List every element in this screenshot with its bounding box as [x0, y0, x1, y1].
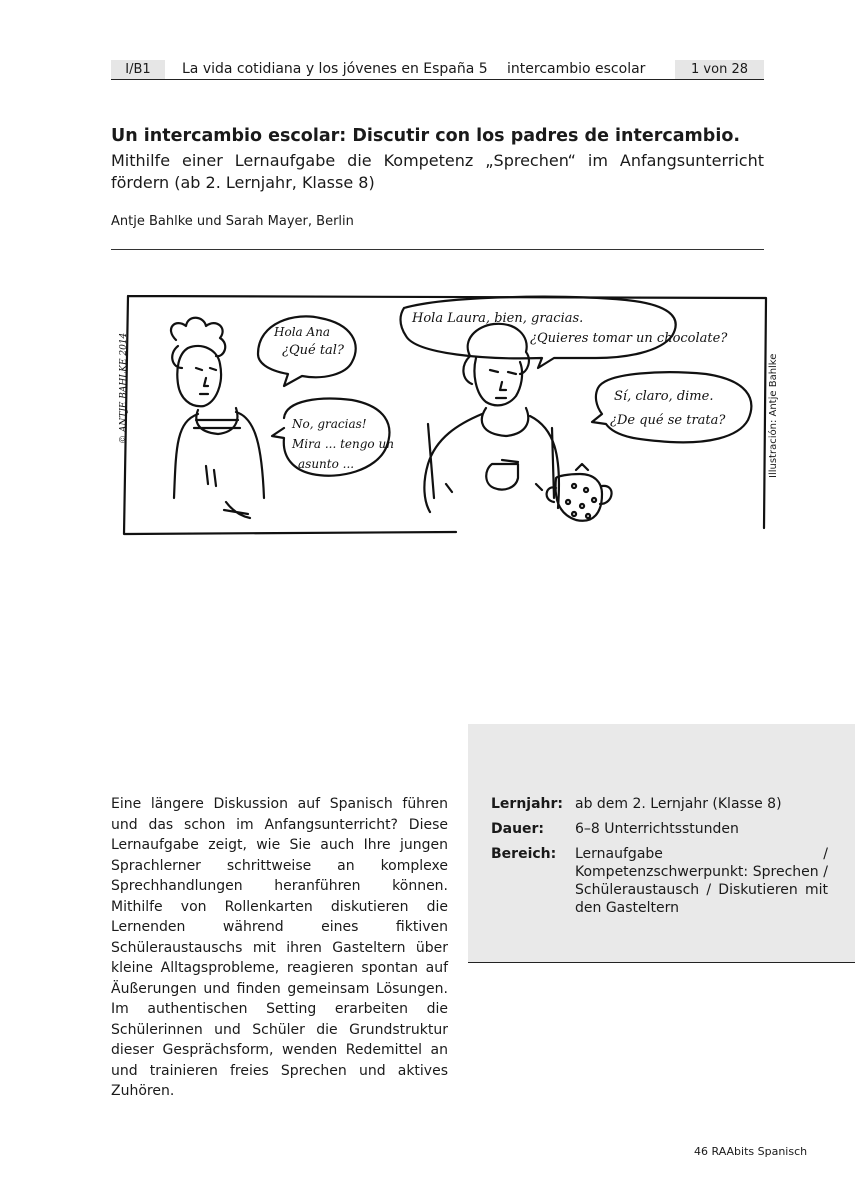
info-label-bereich: Bereich:	[491, 846, 557, 862]
bubble-3-line-1: No, gracias!	[292, 417, 367, 431]
section-code: I/B1	[111, 60, 165, 79]
bubble-4-line-2: ¿De qué se trata?	[610, 413, 726, 428]
girl-left	[171, 318, 264, 518]
info-value-bereich: Lernaufgabe / Kompetenzschwerpunkt: Sprechen / Schüleraustausch / Diskutieren mit den Gasteltern	[575, 846, 828, 916]
bubble-1-line-2: ¿Qué tal?	[282, 343, 344, 358]
cartoon-illustration	[106, 288, 770, 540]
info-value-dauer: 6–8 Unterrichtsstunden	[575, 821, 739, 837]
bubble-2-line-1: Hola Laura, bien, gracias.	[412, 311, 584, 326]
series-title: La vida cotidiana y los jóvenes en España 5	[182, 61, 488, 77]
page-number: 1 von 28	[675, 60, 764, 79]
cartoon-signature: © ANTJE BAHLKE 2014	[119, 332, 129, 444]
info-label-dauer: Dauer:	[491, 821, 545, 837]
bubble-3-line-3: asunto ...	[298, 457, 355, 471]
illustration-credit: Illustración: Antje Bahlke	[768, 353, 779, 478]
topic-label: intercambio escolar	[507, 61, 646, 77]
page-header	[111, 60, 764, 80]
bubble-4-line-1: Sí, claro, dime.	[614, 389, 714, 404]
page-title: Un intercambio escolar: Discutir con los padres de intercambio.	[111, 126, 740, 146]
info-box	[468, 724, 855, 963]
intro-paragraph: Eine längere Diskussion auf Spanisch führen und das schon im Anfangsunterricht? Diese Lernaufgabe zeigt, wie Sie auch Ihre jungen Sprachlerner schrittweise an komplexe Sprechhandlungen heranführen können. Mithilfe von Rollenkarten diskutieren die Lernenden während eines fiktiven Schüleraustauschs mit ihren Gasteltern über kleine Alltagsprobleme, reagieren spontan auf Äußerungen und finden gemeinsam Lösungen. Im authentischen Setting erarbeiten die Schülerinnen und Schüler die Grundstruktur dieser Gesprächsform, wenden Redemittel an und trainieren freies Sprechen und aktives Zuhören.	[111, 796, 448, 1099]
info-label-lernjahr: Lernjahr:	[491, 796, 564, 812]
bubble-2-line-2: ¿Quieres tomar un chocolate?	[530, 331, 728, 346]
teapot	[547, 464, 612, 521]
footer-publication: 46 RAAbits Spanisch	[694, 1145, 808, 1158]
page-subtitle: Mithilfe einer Lernaufgabe die Kompetenz „Sprechen“ im Anfangsunterricht fördern (ab 2. Lernjahr, Klasse 8)	[111, 151, 764, 192]
authors: Antje Bahlke und Sarah Mayer, Berlin	[111, 214, 354, 229]
bubble-1-line-1: Hola Ana	[274, 325, 331, 339]
divider	[111, 249, 764, 250]
bubble-4-outline	[592, 372, 751, 442]
info-value-lernjahr: ab dem 2. Lernjahr (Klasse 8)	[575, 796, 782, 812]
bubble-3-line-2: Mira ... tengo un	[292, 437, 394, 451]
